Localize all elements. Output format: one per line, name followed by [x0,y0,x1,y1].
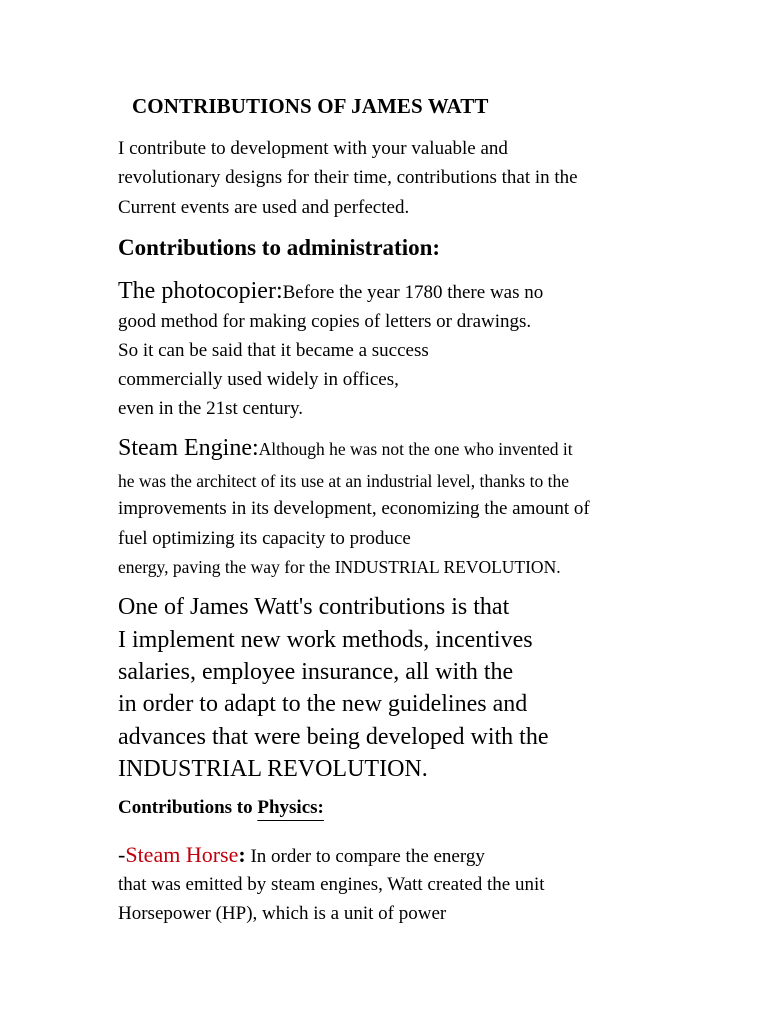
photocopier-label: The photocopier: [118,278,283,304]
watt-paragraph-line-5: advances that were being developed with the [118,724,549,750]
watt-paragraph-line-1: One of James Watt's contributions is that [118,594,510,620]
steam-horse-first-line-text: In order to compare the energy [245,846,485,867]
watt-paragraph-line-3: salaries, employee insurance, all with the [118,659,514,685]
watt-paragraph-line-4: in order to adapt to the new guidelines and [118,691,528,717]
administration-heading: Contributions to administration: [118,235,441,260]
steam-horse-first-line [118,842,485,868]
steam-horse-colon: : [238,842,246,867]
physics-heading-underlined: Physics: [257,797,324,818]
steam-engine-first-line-text: Although he was not the one who invented it [258,439,573,459]
steam-engine-line-3: improvements in its development, economizing the amount of [118,498,590,519]
photocopier-first-line-text: Before the year 1780 there was no [282,282,544,303]
watt-paragraph-line-6: INDUSTRIAL REVOLUTION. [118,756,428,782]
steam-horse-label: Steam Horse [125,842,239,867]
physics-heading-prefix: Contributions to [118,797,258,818]
steam-horse-line-3: Horsepower (HP), which is a unit of power [118,903,447,924]
intro-line-2: revolutionary designs for their time, contributions that in the [118,167,578,188]
watt-paragraph-line-2: I implement new work methods, incentives [118,627,533,653]
photocopier-line-5: even in the 21st century. [118,398,304,419]
intro-line-3: Current events are used and perfected. [118,197,410,218]
photocopier-line-2: good method for making copies of letters or drawings. [118,311,532,332]
physics-heading [118,797,324,819]
photocopier-line-3: So it can be said that it became a success [118,340,429,361]
steam-engine-label: Steam Engine: [118,435,259,461]
steam-horse-dash: - [118,842,126,867]
steam-engine-first-line [118,435,573,462]
steam-horse-line-2: that was emitted by steam engines, Watt created the unit [118,874,545,895]
steam-engine-line-4: fuel optimizing its capacity to produce [118,528,411,549]
document-title: CONTRIBUTIONS OF JAMES WATT [132,94,489,118]
steam-engine-line-5: energy, paving the way for the INDUSTRIAL REVOLUTION. [118,557,561,577]
photocopier-first-line [118,278,543,305]
photocopier-line-4: commercially used widely in offices, [118,369,399,390]
intro-line-1: I contribute to development with your valuable and [118,138,508,159]
steam-engine-line-2: he was the architect of its use at an industrial level, thanks to the [118,471,569,491]
